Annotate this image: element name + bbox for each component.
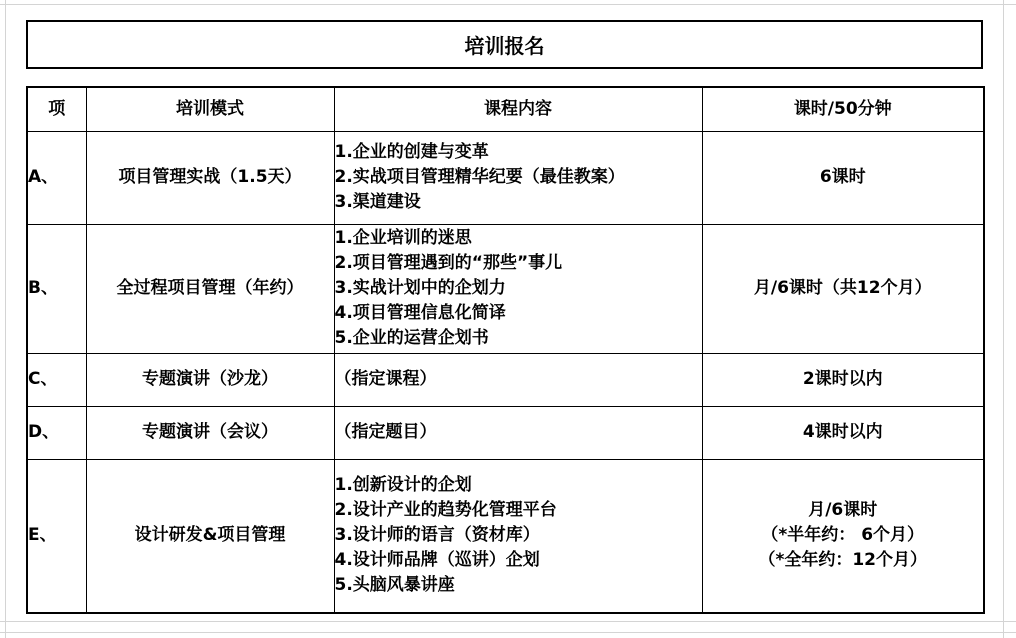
- course-line: 2.项目管理遇到的“那些”事儿: [334, 253, 563, 273]
- header-row: [27, 87, 984, 131]
- title-cell[interactable]: [26, 20, 983, 69]
- item-label[interactable]: C、: [27, 353, 86, 406]
- table-row: [27, 131, 984, 224]
- hours-line: 2课时以内: [802, 369, 883, 389]
- sheet-gridline: [0, 621, 1016, 622]
- hours-line: 月/6课时（共12个月）: [753, 278, 932, 298]
- hours-line: 月/6课时: [808, 500, 878, 521]
- course-line: 4.设计师品牌（巡讲）企划: [334, 550, 540, 571]
- course-line: 2.实战项目管理精华纪要（最佳教案）: [334, 167, 625, 187]
- course-line: 5.头脑风暴讲座: [334, 575, 455, 596]
- course-content[interactable]: [334, 353, 702, 406]
- sheet-gridline: [1003, 0, 1004, 638]
- course-line: 3.实战计划中的企划力: [334, 278, 506, 298]
- training-mode[interactable]: 项目管理实战（1.5天）: [86, 131, 334, 224]
- course-line: 1.企业的创建与变革: [334, 142, 489, 162]
- item-label[interactable]: A、: [27, 131, 86, 224]
- course-content[interactable]: [334, 224, 702, 353]
- registration-table: [26, 86, 985, 614]
- sheet-gridline: [0, 632, 1016, 633]
- course-line: 4.项目管理信息化简译: [334, 303, 506, 323]
- course-line: （指定题目）: [334, 422, 437, 442]
- course-content[interactable]: [334, 459, 702, 613]
- sheet-gridline: [0, 4, 1016, 5]
- course-line: 5.企业的运营企划书: [334, 328, 489, 348]
- header-training-mode[interactable]: 培训模式: [86, 87, 334, 131]
- hours-cell[interactable]: [702, 406, 984, 459]
- hours-line: （*半年约： 6个月）: [761, 525, 925, 546]
- table-row: [27, 459, 984, 613]
- hours-line: （*全年约：12个月）: [758, 550, 928, 571]
- page-title: 培训报名: [464, 34, 545, 58]
- table-row: [27, 224, 984, 353]
- course-line: 3.渠道建设: [334, 192, 421, 212]
- item-label[interactable]: E、: [27, 459, 86, 613]
- course-line: 1.创新设计的企划: [334, 475, 472, 496]
- course-line: 1.企业培训的迷思: [334, 228, 472, 248]
- hours-cell[interactable]: [702, 131, 984, 224]
- training-mode[interactable]: 全过程项目管理（年约）: [86, 224, 334, 353]
- hours-line: 4课时以内: [802, 422, 883, 442]
- training-mode[interactable]: 设计研发&项目管理: [86, 459, 334, 613]
- hours-cell[interactable]: [702, 353, 984, 406]
- header-course-content[interactable]: 课程内容: [334, 87, 702, 131]
- course-line: 3.设计师的语言（资材库）: [334, 525, 540, 546]
- course-line: 2.设计产业的趋势化管理平台: [334, 500, 557, 521]
- table-row: [27, 406, 984, 459]
- hours-line: 6课时: [819, 167, 866, 187]
- header-hours[interactable]: 课时/50分钟: [702, 87, 984, 131]
- hours-cell[interactable]: [702, 224, 984, 353]
- training-mode[interactable]: 专题演讲（沙龙）: [86, 353, 334, 406]
- course-content[interactable]: [334, 406, 702, 459]
- item-label[interactable]: D、: [27, 406, 86, 459]
- sheet-gridline: [5, 0, 6, 638]
- hours-cell[interactable]: [702, 459, 984, 613]
- table-row: [27, 353, 984, 406]
- course-line: （指定课程）: [334, 369, 437, 389]
- header-item[interactable]: 项: [27, 87, 86, 131]
- course-content[interactable]: [334, 131, 702, 224]
- item-label[interactable]: B、: [27, 224, 86, 353]
- training-mode[interactable]: 专题演讲（会议）: [86, 406, 334, 459]
